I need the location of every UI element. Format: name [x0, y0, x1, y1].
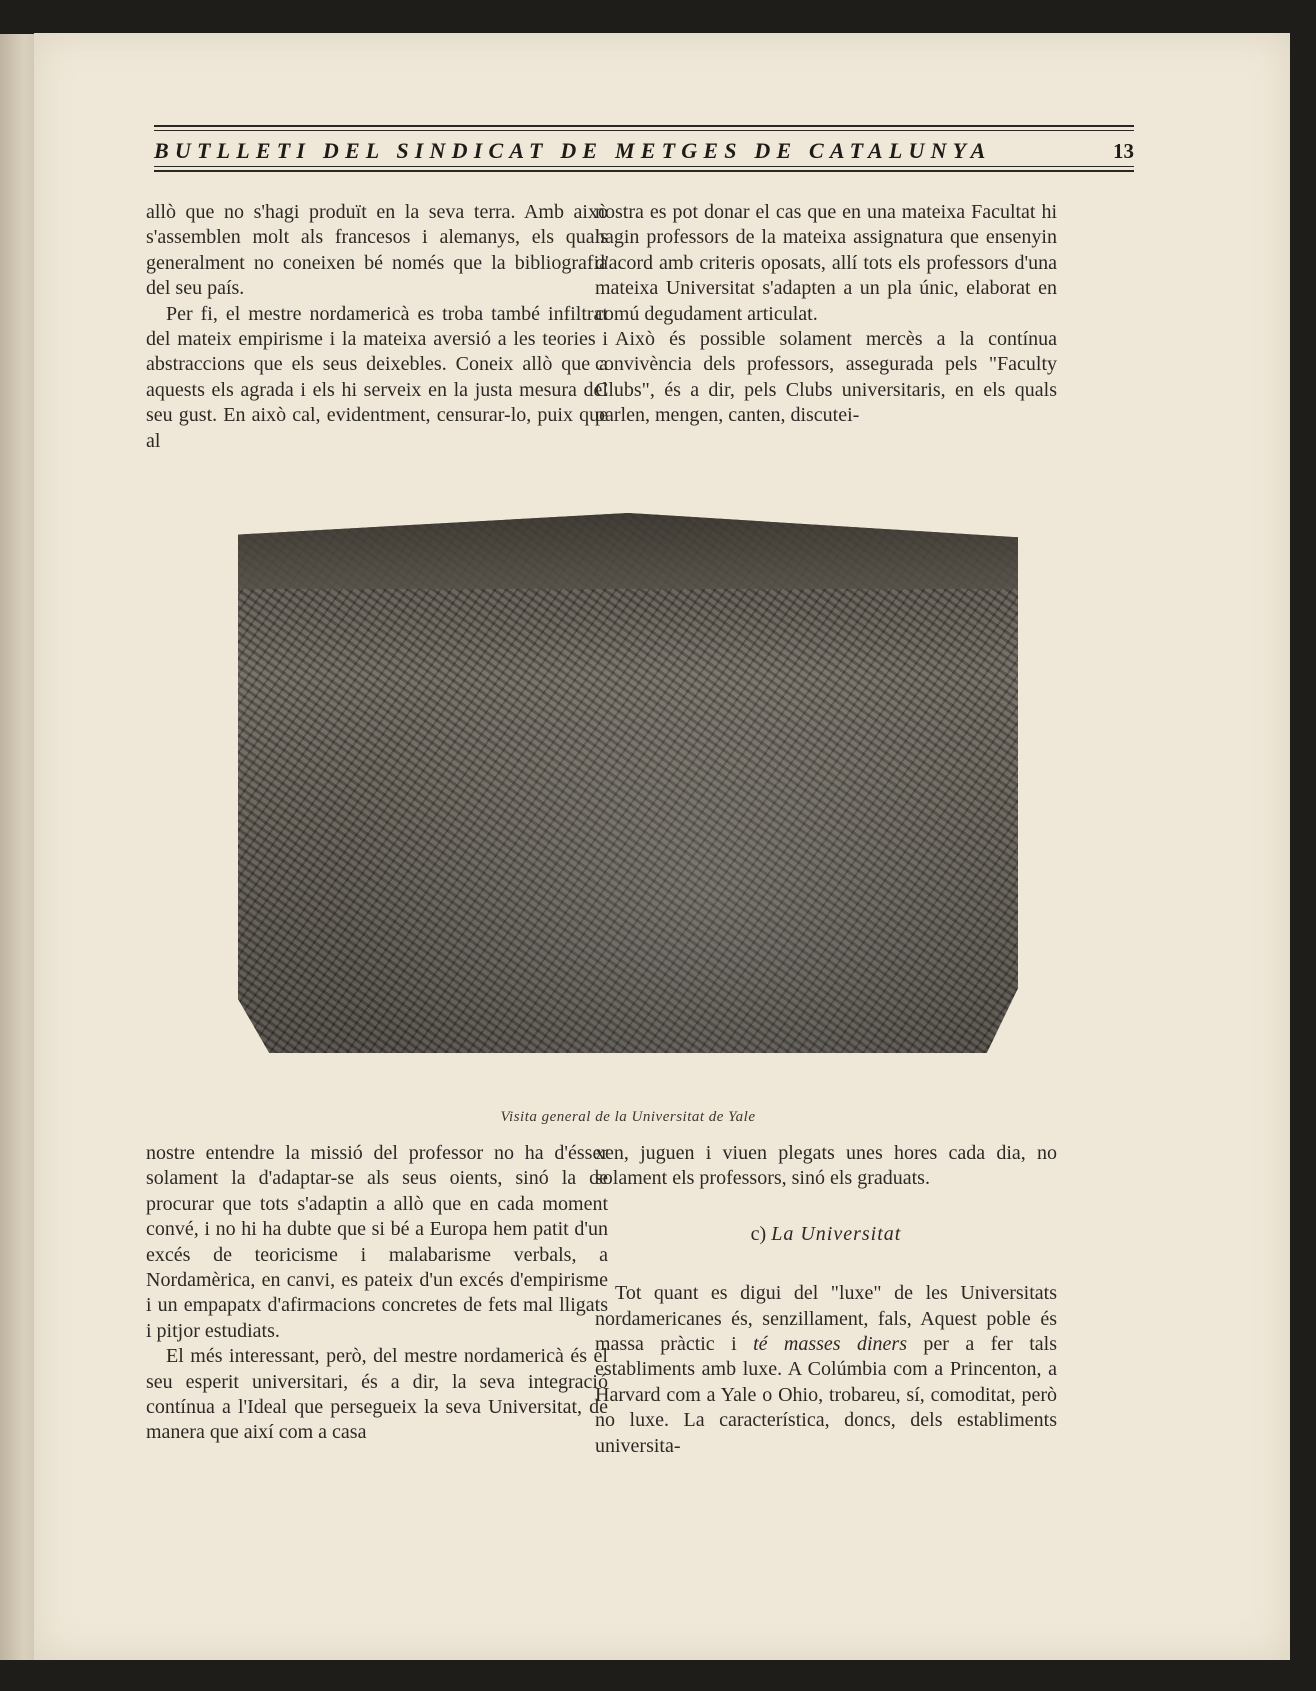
- subheading-title: La Universitat: [771, 1222, 902, 1245]
- running-header: [154, 125, 1134, 175]
- section-subheading: [595, 1222, 1057, 1247]
- header-bottom-rule-thin: [154, 166, 1134, 167]
- journal-title: BUTLLETI DEL SINDICAT DE METGES DE CATALUNYA: [154, 138, 992, 163]
- emphasis-text: té masses diners: [753, 1333, 907, 1356]
- paragraph: Això és possible solament mercès a la contínua convivència dels professors, assegurada pels "Faculty Clubs", és a dir, pels Clubs universitaris, en els quals parlen, mengen, canten, discutei-: [595, 328, 1057, 427]
- page-number: 13: [1113, 139, 1134, 163]
- subheading-letter: c): [750, 1222, 767, 1245]
- header-bottom-rule: [154, 170, 1134, 172]
- paragraph: nostre entendre la missió del professor no ha d'ésser solament la d'adaptar-se als seus oients, sinó la de procurar que tots s'adaptin a allò que en cada moment convé, i no hi ha dubte que si bé a Europa hem patit d'un excés de teoricisme i malabarisme verbals, a Nordamèrica, en canvi, es pateix d'un excés d'empirisme i un empapatx d'afirmacions concretes de fets mal lligats i pitjor estudiats.: [146, 1142, 608, 1342]
- figure-caption: Visita general de la Universitat de Yale: [500, 1109, 756, 1125]
- paragraph: xen, juguen i viuen plegats unes hores cada dia, no solament els professors, sinó els graduats.: [595, 1142, 1057, 1190]
- photo-horizon: [238, 513, 1018, 589]
- column-top-left: [146, 200, 608, 454]
- header-row: [154, 134, 1134, 166]
- aerial-photo-yale: [238, 513, 1018, 1053]
- magazine-page: [34, 33, 1290, 1660]
- header-top-rule-thin: [154, 130, 1134, 131]
- paragraph: allò que no s'hagi produït en la seva terra. Amb això s'assemblen molt als francesos i alemanys, els quals generalment no coneixen bé només que la bibliografia del seu país.: [146, 201, 608, 300]
- column-bottom-right: [595, 1141, 1057, 1459]
- paragraph-text: Tot quant es digui del "luxe" de les Universitats nordamericanes és, senzillament, fals, Aquest poble és massa pràctic i: [595, 1282, 1057, 1356]
- paragraph: El més interessant, però, del mestre nordamericà és el seu esperit universitari, és a dir, la seva integració contínua a l'Ideal que persegueix la seva Universitat, de manera que així com a casa: [146, 1345, 608, 1444]
- paragraph-text: per a fer tals establiments amb luxe. A Colúmbia com a Princenton, a Harvard com a Yale o Ohio, trobareu, sí, comoditat, però no luxe. La característica, doncs, dels establiments universita-: [595, 1333, 1057, 1457]
- column-top-right: [595, 200, 1057, 429]
- paragraph: Per fi, el mestre nordamericà es troba també infiltrat del mateix empirisme i la mateixa aversió a les teories i abstraccions que els seus deixebles. Coneix allò que a aquests els agrada i els hi serveix en la justa mesura del seu gust. En això cal, evidentment, censurar-lo, puix que al: [146, 302, 608, 452]
- paragraph: [595, 1281, 1057, 1459]
- column-bottom-left: [146, 1141, 608, 1446]
- paragraph: nostra es pot donar el cas que en una mateixa Facultat hi hagin professors de la mateixa assignatura que ensenyin d'acord amb criteris oposats, allí tots els professors d'una mateixa Universitat s'adapten a un pla únic, elaborat en comú degudament articulat.: [595, 201, 1057, 325]
- header-top-rule: [154, 125, 1134, 127]
